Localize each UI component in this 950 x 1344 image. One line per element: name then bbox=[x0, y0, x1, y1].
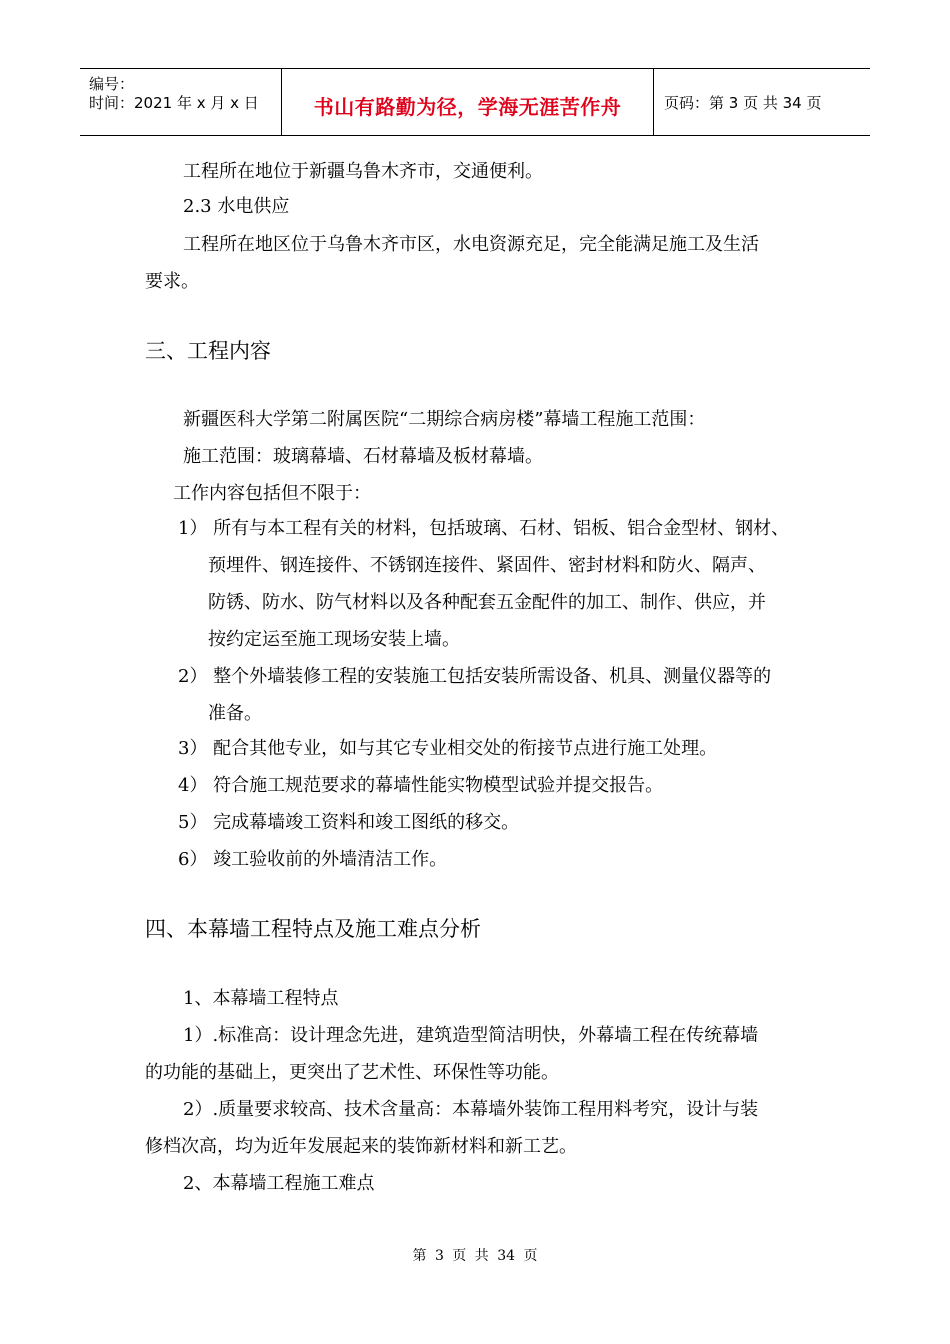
list-item-3: 3） 配合其他专业，如与其它专业相交处的衔接节点进行施工处理。 bbox=[178, 738, 718, 759]
heading-section-4: 四、本幕墙工程特点及施工难点分析 bbox=[145, 917, 481, 941]
list-item-1-line1: 1） 所有与本工程有关的材料，包括玻璃、石材、铝板、铝合金型材、钢材、 bbox=[178, 518, 790, 539]
paragraph-work-intro: 工作内容包括但不限于： bbox=[173, 483, 371, 504]
header-page-code: 页码：第 3 页 共 34 页 bbox=[664, 93, 822, 112]
subheading-difficulties: 2、本幕墙工程施工难点 bbox=[183, 1173, 375, 1194]
feature-1-line2: 的功能的基础上，更突出了艺术性、环保性等功能。 bbox=[145, 1062, 559, 1083]
paragraph-scope-intro: 新疆医科大学第二附属医院“二期综合病房楼”幕墙工程施工范围： bbox=[183, 409, 706, 430]
document-header bbox=[80, 68, 870, 136]
list-item-2-line1: 2） 整个外墙装修工程的安装施工包括安装所需设备、机具、测量仪器等的 bbox=[178, 666, 772, 687]
list-item-5: 5） 完成幕墙竣工资料和竣工图纸的移交。 bbox=[178, 812, 520, 833]
paragraph-utilities-line1: 工程所在地区位于乌鲁木齐市区，水电资源充足，完全能满足施工及生活 bbox=[183, 234, 759, 255]
feature-2-line2: 修档次高，均为近年发展起来的装饰新材料和新工艺。 bbox=[145, 1136, 577, 1157]
list-item-2-line2: 准备。 bbox=[208, 703, 262, 724]
heading-section-3: 三、工程内容 bbox=[145, 339, 271, 363]
list-item-4: 4） 符合施工规范要求的幕墙性能实物模型试验并提交报告。 bbox=[178, 775, 664, 796]
list-item-1-line4: 按约定运至施工现场安装上墙。 bbox=[208, 629, 460, 650]
header-meta-cell bbox=[80, 69, 282, 135]
feature-2-line1: 2）.质量要求较高、技术含量高：本幕墙外装饰工程用料考究，设计与装 bbox=[183, 1099, 759, 1120]
list-item-1-line3: 防锈、防水、防气材料以及各种配套五金配件的加工、制作、供应，并 bbox=[208, 592, 766, 613]
section-title-utilities: 2.3 水电供应 bbox=[183, 196, 290, 217]
document-time-label: 时间：2021 年 x 月 x 日 bbox=[89, 94, 259, 112]
paragraph-utilities-line2: 要求。 bbox=[145, 271, 199, 292]
document-number-label: 编号： bbox=[89, 75, 135, 93]
subheading-features: 1、本幕墙工程特点 bbox=[183, 988, 339, 1009]
paragraph-scope: 施工范围：玻璃幕墙、石材幕墙及板材幕墙。 bbox=[183, 446, 543, 467]
header-motto-cell bbox=[282, 69, 654, 135]
feature-1-line1: 1）.标准高：设计理念先进，建筑造型简洁明快，外幕墙工程在传统幕墙 bbox=[183, 1025, 759, 1046]
header-page-cell bbox=[654, 69, 870, 135]
list-item-1-line2: 预埋件、钢连接件、不锈钢连接件、紧固件、密封材料和防火、隔声、 bbox=[208, 555, 766, 576]
header-motto: 书山有路勤为径，学海无涯苦作舟 bbox=[313, 94, 622, 119]
paragraph-location: 工程所在地位于新疆乌鲁木齐市，交通便利。 bbox=[183, 161, 543, 182]
page-footer: 第 3 页 共 34 页 bbox=[412, 1248, 538, 1264]
list-item-6: 6） 竣工验收前的外墙清洁工作。 bbox=[178, 849, 448, 870]
